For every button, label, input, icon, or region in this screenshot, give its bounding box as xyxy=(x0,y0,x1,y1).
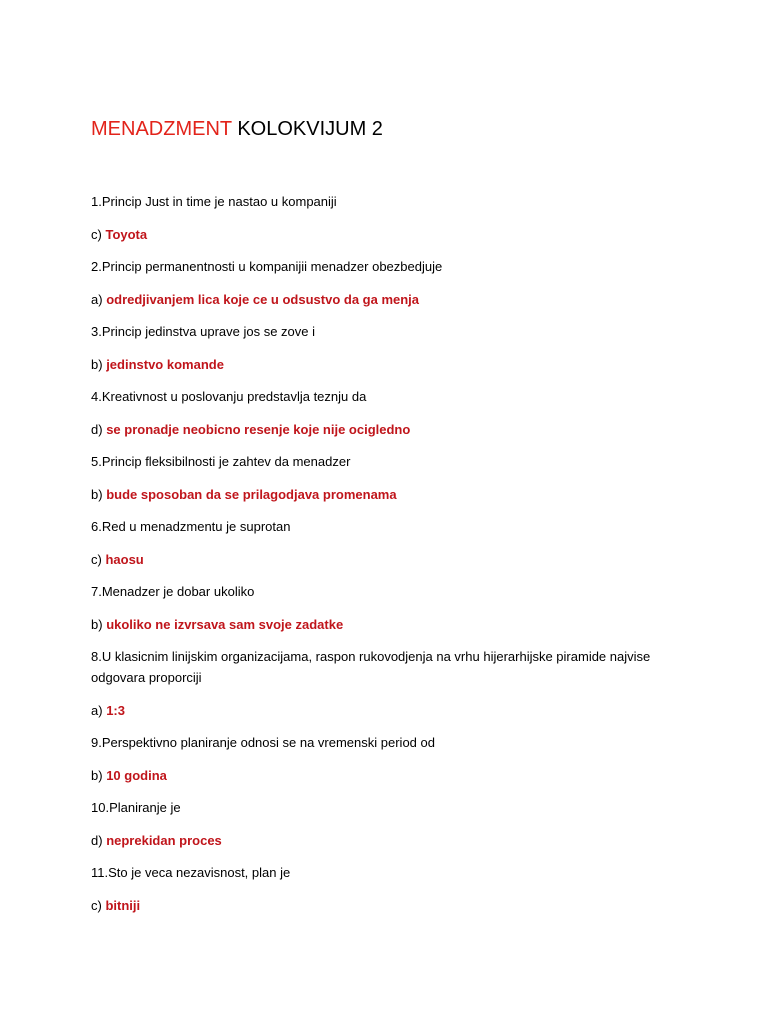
question-5: 5.Princip fleksibilnosti je zahtev da menadzer xyxy=(91,454,351,469)
answer-text: jedinstvo komande xyxy=(106,356,224,372)
answer-letter: b) xyxy=(91,767,103,783)
question-2: 2.Princip permanentnosti u kompanijii menadzer obezbedjuje xyxy=(91,259,443,274)
question-1: 1.Princip Just in time je nastao u kompaniji xyxy=(91,194,337,209)
answer-3 xyxy=(91,354,691,375)
question-7: 7.Menadzer je dobar ukoliko xyxy=(91,584,255,599)
answer-letter: a) xyxy=(91,702,103,718)
answer-text: haosu xyxy=(105,551,144,567)
answer-10 xyxy=(91,830,691,851)
answer-letter: d) xyxy=(91,421,103,437)
question-10: 10.Planiranje je xyxy=(91,800,181,815)
answer-text: 10 godina xyxy=(106,767,167,783)
answer-9 xyxy=(91,765,691,786)
answer-letter: b) xyxy=(91,356,103,372)
answer-letter: c) xyxy=(91,551,102,567)
answer-text: odredjivanjem lica koje ce u odsustvo da ga menja xyxy=(106,291,420,307)
question-8: 8.U klasicnim linijskim organizacijama, raspon rukovodjenja na vrhu hijerarhijske piramide najvise odgovara proporciji xyxy=(91,649,651,685)
question-4: 4.Kreativnost u poslovanju predstavlja teznju da xyxy=(91,389,367,404)
answer-1 xyxy=(91,224,691,245)
answer-text: 1:3 xyxy=(106,702,125,718)
answer-4 xyxy=(91,419,691,440)
answer-letter: c) xyxy=(91,897,102,913)
answer-letter: d) xyxy=(91,832,103,848)
answer-text: bude sposoban da se prilagodjava promenama xyxy=(106,486,397,502)
answer-7 xyxy=(91,614,691,635)
question-11: 11.Sto je veca nezavisnost, plan je xyxy=(91,865,291,880)
answer-letter: c) xyxy=(91,226,102,242)
title-accent: MENADZMENT xyxy=(91,118,232,140)
answer-text: Toyota xyxy=(105,226,148,242)
document-title xyxy=(91,118,383,141)
answer-2 xyxy=(91,289,691,310)
answer-text: neprekidan proces xyxy=(106,832,222,848)
answer-8 xyxy=(91,700,691,721)
answer-letter: b) xyxy=(91,486,103,502)
answer-letter: a) xyxy=(91,291,103,307)
question-9: 9.Perspektivno planiranje odnosi se na vremenski period od xyxy=(91,735,435,750)
answer-text: bitniji xyxy=(105,897,141,913)
answer-11 xyxy=(91,895,691,916)
answer-5 xyxy=(91,484,691,505)
answer-letter: b) xyxy=(91,616,103,632)
question-3: 3.Princip jedinstva uprave jos se zove i xyxy=(91,324,316,339)
question-list xyxy=(91,191,691,927)
answer-6 xyxy=(91,549,691,570)
answer-text: ukoliko ne izvrsava sam svoje zadatke xyxy=(106,616,344,632)
title-rest: KOLOKVIJUM 2 xyxy=(237,118,383,140)
answer-text: se pronadje neobicno resenje koje nije ocigledno xyxy=(106,421,411,437)
question-6: 6.Red u menadzmentu je suprotan xyxy=(91,519,291,534)
